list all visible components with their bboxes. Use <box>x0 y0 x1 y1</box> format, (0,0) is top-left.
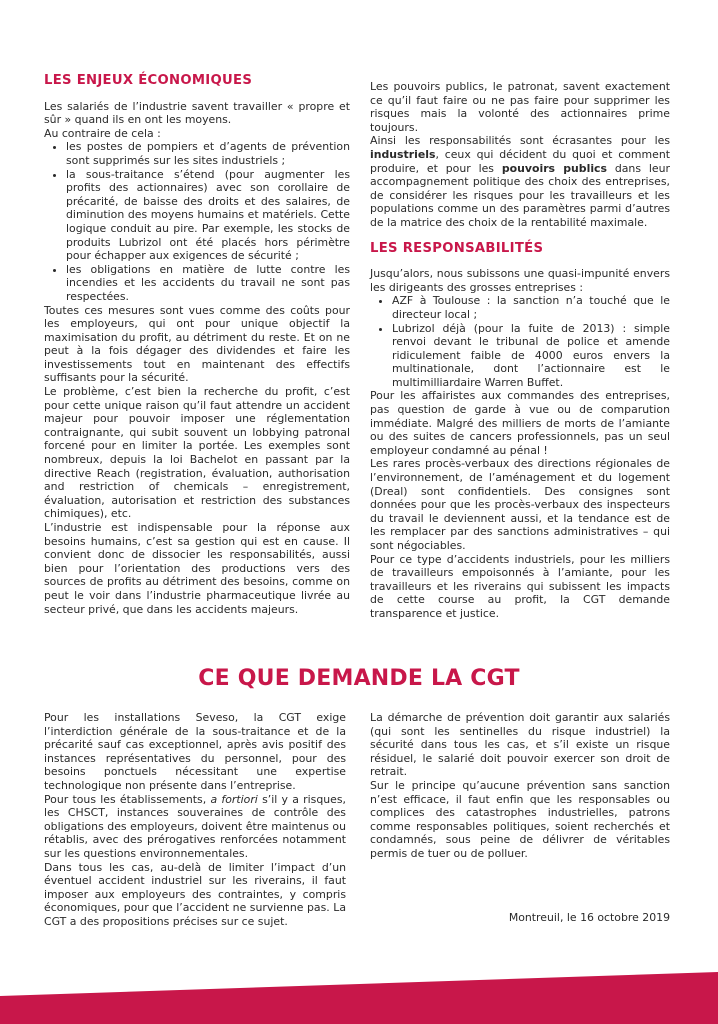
signature-date: Montreuil, le 16 octobre 2019 <box>508 911 670 924</box>
responsibilities-bullet-list <box>370 294 670 389</box>
economic-contrary: Au contraire de cela : <box>44 126 161 140</box>
economic-intro: Les salariés de l’industrie savent travailler « propre et sûr » quand ils en ont les moyens. <box>44 99 350 127</box>
public-powers-emphasis: pouvoirs publics <box>501 161 607 175</box>
demands-paragraph: Dans tous les cas, au-delà de limiter l’impact d’un éventuel accident industriel sur les riverains, il faut imposer aux employeurs des contraintes, y compris économiques, pour que l’accident ne survienne pas. La CGT a des propositions précises sur ce sujet. <box>44 860 346 928</box>
demands-paragraph: La démarche de prévention doit garantir aux salariés (qui sont les sentinelles du risque industriel) la sécurité dans tous les cas, et s’il existe un risque résiduel, le salarié doit pouvoir exercer son droit de retrait. <box>370 711 670 779</box>
economic-paragraph: L’industrie est indispensable pour la réponse aux besoins humains, c’est sa gestion qui est en cause. Il convient donc de dissocier les responsabilités, aussi bien pour l’orientation des productions vers des sources de profits au détriment des besoins, comme on peut le voir dans l’industrie pharmaceutique livrée au secteur privé, que dans les accidents majeurs. <box>44 521 350 616</box>
responsibility-paragraph: Ainsi les responsabilités sont écrasantes pour les industriels, ceux qui décident du quoi et comment produire, et pour les pouvoirs publics dans leur accompagnement politique des choix des entreprises, de considérer les risques pour les travailleurs et les populations comme un des paramètres parmi d’autres de la matrice des choix de la rentabilité maximale. <box>370 134 670 229</box>
a-fortiori-emphasis: a fortiori <box>210 792 258 806</box>
responsibilities-paragraph: Pour les affairistes aux commandes des entreprises, pas question de garde à vue ou de comparution immédiate. Malgré des milliers de morts de l’amiante ou des suites de cancers professionnels, pas un seul employeur condamné au pénal ! <box>370 389 670 457</box>
industrials-emphasis: industriels <box>370 147 436 161</box>
responsibilities-intro: Jusqu’alors, nous subissons une quasi-impunité envers les dirigeants des grosses entreprises : <box>370 267 670 294</box>
right-top-column <box>370 80 670 621</box>
economic-paragraph: Le problème, c’est bien la recherche du profit, c’est pour cette unique raison qu’il faut attendre un accident majeur pour pouvoir imposer une réglementation contraignante, qui subit souvent un lobbying patronal forcené pour en limiter la portée. Les exemples sont nombreux, depuis la loi Bachelot en passant par la directive Reach (registration, évaluation, authorisation and restriction of chemicals – enregistrement, évaluation, autorisation et restriction des substances chimiques), etc. <box>44 385 350 521</box>
public-powers-paragraph: Les pouvoirs publics, le patronat, savent exactement ce qu’il faut faire ou ne pas faire pour supprimer les risques mais la volonté des actionnaires prime toujours. <box>370 80 670 134</box>
economic-bullet-list <box>44 140 350 303</box>
responsibilities-paragraph: Pour ce type d’accidents industriels, pour les milliers de travailleurs empoisonnés à l’amiante, pour les travailleurs et les riverains qui subissent les impacts de cette course au profit, la CGT demande transparence et justice. <box>370 552 670 620</box>
demands-paragraph: Sur le principe qu’aucune prévention sans sanction n’est efficace, il faut enfin que les responsables ou complices des catastrophes industrielles, patrons comme responsables politiques, soient recherchés et condamnés, sous peine de délivrer de véritables permis de tuer ou de polluer. <box>370 778 670 860</box>
responsibilities-heading: LES RESPONSABILITÉS <box>370 240 544 256</box>
demands-paragraph: Pour les installations Seveso, la CGT exige l’interdiction générale de la sous-traitance et de la précarité sauf cas exceptionnel, après avis positif des instances représentatives du personnel, pour des besoins ponctuels nécessitant une expertise technologique non présente dans l’entreprise. <box>44 711 346 792</box>
responsibilities-bullet: • AZF à Toulouse : la sanction n’a touché que le directeur local ; <box>392 294 670 321</box>
demands-right-column <box>370 711 670 861</box>
responsibilities-paragraph: Les rares procès-verbaux des directions régionales de l’environnement, de l’aménagement et du logement (Dreal) sont confidentiels. Des consignes sont données pour que les procès-verbaux des inspecteurs du travail le deviennent aussi, et la tendance est de les remplacer par des sanctions administratives – qui sont négociables. <box>370 457 670 552</box>
economic-section <box>44 74 350 616</box>
responsibilities-bullet: • Lubrizol déjà (pour la fuite de 2013) : simple renvoi devant le tribunal de police et amende ridiculement faible de 4000 euros envers la multinationale, dont l’actionnaire est le multimilliardaire Warren Buffet. <box>392 322 670 390</box>
footer-band <box>0 972 718 1024</box>
economic-paragraph: Toutes ces mesures sont vues comme des coûts pour les employeurs, qui ont pour unique objectif la maximisation du profit, au détriment du reste. Et on ne peut à la fois dégager des dividendes et faire les investissements tout en maintenant des effectifs suffisants pour la sécurité. <box>44 303 350 385</box>
economic-bullet: • les postes de pompiers et d’agents de prévention sont supprimés sur les sites industriels ; <box>66 140 350 167</box>
demands-paragraph: Pour tous les établissements, a fortiori s’il y a risques, les CHSCT, instances souveraines de contrôle des obligations des employeurs, doivent être maintenus ou rétablis, avec des prérogatives renforcées notamment sur les questions environnementales. <box>44 792 346 860</box>
economic-heading: LES ENJEUX ÉCONOMIQUES <box>44 73 253 88</box>
economic-bullet: • les obligations en matière de lutte contre les incendies et les accidents du travail ne sont pas respectées. <box>66 263 350 304</box>
economic-bullet: • la sous-traitance s’étend (pour augmenter les profits des actionnaires) avec son corollaire de précarité, de baisse des droits et des salaires, de diminution des moyens humains et matériels. Cette logique conduit au pire. Par exemple, les stocks de produits Lubrizol ont été placés hors périmètre pour échapper aux exigences de sécurité ; <box>66 168 350 263</box>
demands-left-column <box>44 711 346 929</box>
demands-heading: CE QUE DEMANDE LA CGT <box>198 666 520 691</box>
